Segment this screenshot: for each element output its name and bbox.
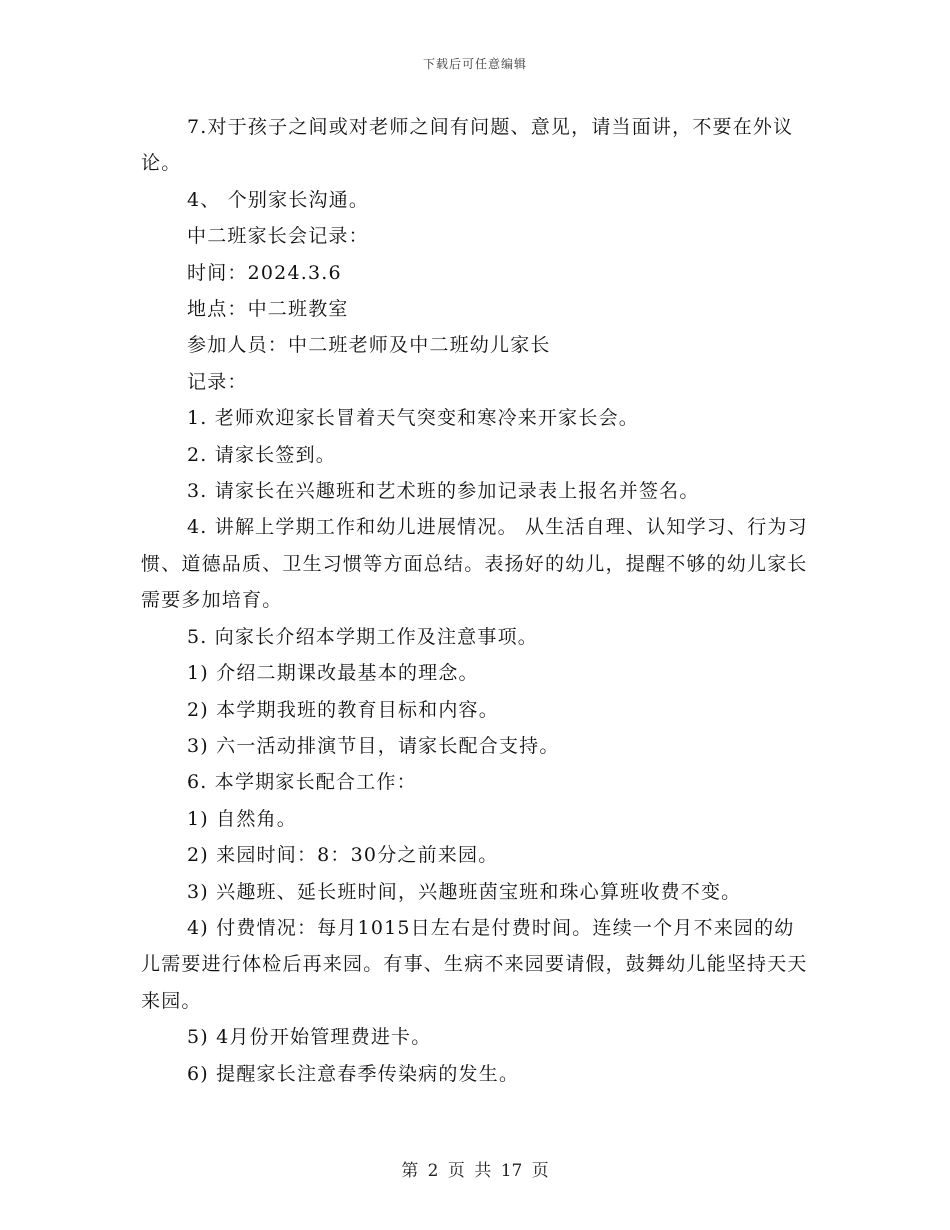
list-item: 5. 向家长介绍本学期工作及注意事项。 <box>187 625 538 648</box>
paragraph-2: 4、 个别家长沟通。 <box>187 188 370 211</box>
list-item: 2. 请家长签到。 <box>187 443 336 466</box>
list-item: 4. 讲解上学期工作和幼儿进展情况。 从生活自理、认知学习、行为习惯、道德品质、卫生习惯等方面总结。表扬好的幼儿，提醒不够的幼儿家长需要多加培育。 <box>141 516 808 612</box>
list-item: 1. 老师欢迎家长冒着天气突变和寒冷来开家长会。 <box>187 407 639 430</box>
list-item: 1) 自然角。 <box>187 807 297 830</box>
list-item: 6) 提醒家长注意春季传染病的发生。 <box>187 1062 520 1085</box>
document-body <box>141 109 809 1092</box>
record-label: 记录： <box>187 370 248 393</box>
list-item: 3. 请家长在兴趣班和艺术班的参加记录表上报名并签名。 <box>187 480 700 503</box>
list-item: 4) 付费情况：每月1015日左右是付费时间。连续一个月不来园的幼儿需要进行体检后再来园。有事、生病不来园要请假，鼓舞幼儿能坚持天天来园。 <box>141 916 808 1012</box>
list-item: 6. 本学期家长配合工作： <box>187 771 417 794</box>
list-item: 3) 兴趣班、延长班时间，兴趣班茵宝班和珠心算班收费不变。 <box>187 880 742 903</box>
list-item: 3) 六一活动排演节目，请家长配合支持。 <box>187 734 560 757</box>
list-item: 2) 来园时间：8：30分之前来园。 <box>187 844 499 867</box>
record-participants: 参加人员：中二班老师及中二班幼儿家长 <box>187 334 551 357</box>
list-item: 5) 4月份开始管理费进卡。 <box>187 1026 432 1049</box>
page-header: 下载后可任意编辑 <box>422 57 527 71</box>
page-footer: 第 2 页 共 17 页 <box>401 1161 549 1181</box>
record-title: 中二班家长会记录： <box>187 225 369 248</box>
list-item: 2) 本学期我班的教育目标和内容。 <box>187 698 499 721</box>
list-item: 1) 介绍二期课改最基本的理念。 <box>187 662 479 685</box>
paragraph-1: 7.对于孩子之间或对老师之间有问题、意见，请当面讲，不要在外议论。 <box>141 116 794 175</box>
record-time: 时间：2024.3.6 <box>187 261 342 284</box>
record-location: 地点：中二班教室 <box>187 298 349 321</box>
